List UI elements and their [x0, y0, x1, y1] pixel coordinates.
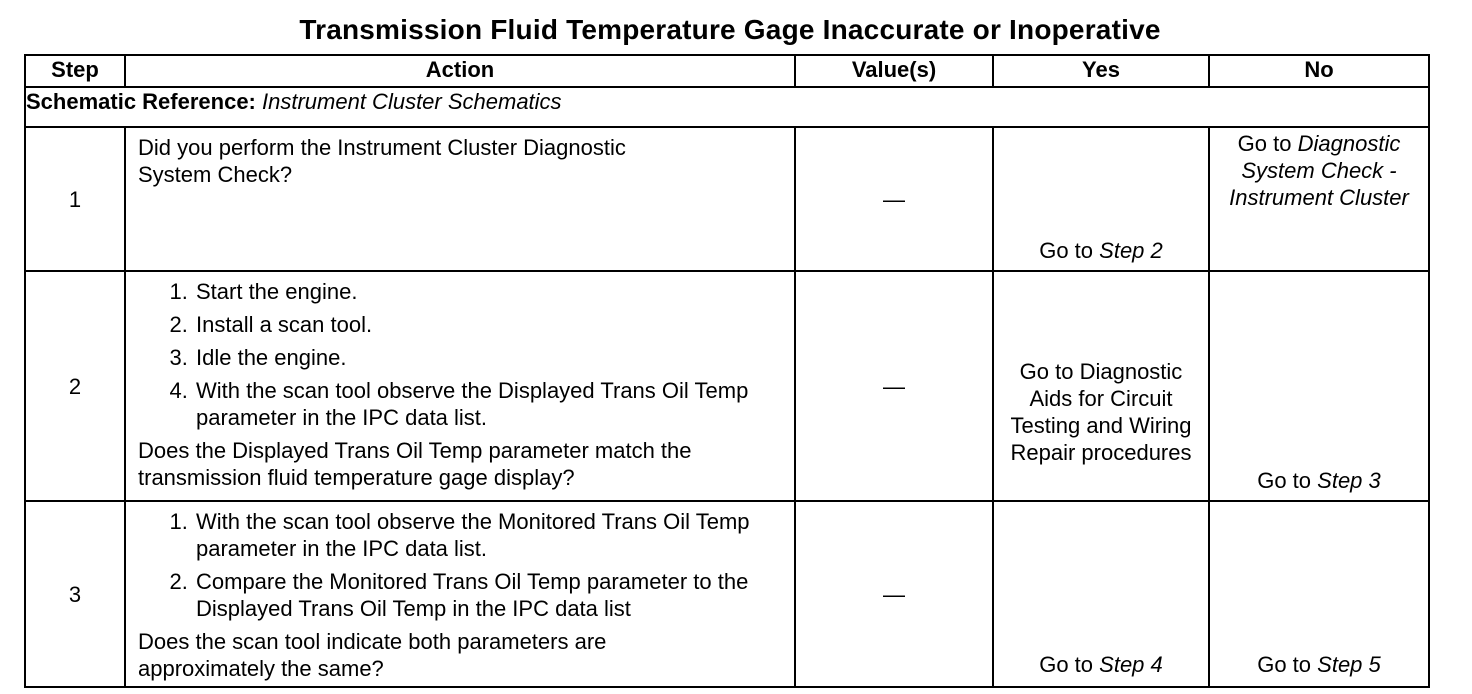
value-cell	[795, 127, 993, 271]
header-row	[25, 55, 1429, 87]
table-row	[25, 271, 1429, 501]
schematic-reference-link[interactable]: Instrument Cluster Schematics	[262, 89, 562, 114]
action-cell	[125, 501, 795, 687]
value-dash: —	[883, 186, 905, 212]
yes-goto-prefix: Go to	[1039, 238, 1094, 263]
schematic-reference	[25, 87, 1429, 127]
header-step: Step	[25, 55, 125, 87]
no-cell	[1209, 271, 1429, 501]
list-item: 1. Start the engine.	[194, 278, 782, 305]
step-question: Does the scan tool indicate both parameters are approximately the same?	[138, 629, 607, 681]
value-cell	[795, 501, 993, 687]
action-steps-list	[138, 278, 782, 431]
list-item: 1. With the scan tool observe the Monitored Trans Oil Temp parameter in the IPC data list.	[194, 508, 782, 562]
table-row	[25, 127, 1429, 271]
list-item: 4. With the scan tool observe the Displayed Trans Oil Temp parameter in the IPC data list.	[194, 377, 782, 431]
no-goto[interactable]	[1210, 651, 1428, 678]
value-dash: —	[883, 373, 905, 399]
no-goto-prefix: Go to	[1237, 131, 1292, 156]
value-cell	[795, 271, 993, 501]
yes-cell	[993, 501, 1209, 687]
no-cell	[1209, 127, 1429, 271]
step-question: Did you perform the Instrument Cluster Diagnostic System Check?	[138, 135, 626, 187]
table-row	[25, 501, 1429, 687]
schematic-reference-label: Schematic Reference:	[26, 89, 256, 114]
no-goto-target: Step 3	[1317, 468, 1381, 493]
schematic-reference-row	[25, 87, 1429, 127]
yes-goto[interactable]	[994, 237, 1208, 264]
header-yes: Yes	[993, 55, 1209, 87]
no-goto-prefix: Go to	[1257, 652, 1312, 677]
no-goto-target: Diagnostic System Check - Instrument Cluster	[1229, 131, 1409, 210]
step-question: Does the Displayed Trans Oil Temp parameter match the transmission fluid temperature gage display?	[138, 438, 692, 490]
yes-goto[interactable]: Go to Diagnostic Aids for Circuit Testing and Wiring Repair procedures	[1010, 359, 1192, 465]
yes-goto-target: Step 4	[1099, 652, 1163, 677]
list-item: 2. Compare the Monitored Trans Oil Temp parameter to the Displayed Trans Oil Temp in the IPC data list	[194, 568, 782, 622]
no-goto-prefix: Go to	[1257, 468, 1312, 493]
step-number: 1	[25, 127, 125, 271]
value-dash: —	[883, 581, 905, 607]
step-number: 2	[25, 271, 125, 501]
yes-goto-prefix: Go to	[1039, 652, 1094, 677]
yes-goto[interactable]	[994, 651, 1208, 678]
no-goto-target: Step 5	[1317, 652, 1381, 677]
yes-cell	[993, 127, 1209, 271]
header-values: Value(s)	[795, 55, 993, 87]
list-item: 2. Install a scan tool.	[194, 311, 782, 338]
yes-goto-target: Step 2	[1099, 238, 1163, 263]
action-cell	[125, 271, 795, 501]
step-number: 3	[25, 501, 125, 687]
action-steps-list	[138, 508, 782, 622]
no-goto[interactable]	[1210, 467, 1428, 494]
header-no: No	[1209, 55, 1429, 87]
list-item: 3. Idle the engine.	[194, 344, 782, 371]
header-action: Action	[125, 55, 795, 87]
diagnostic-table	[24, 54, 1430, 688]
action-cell	[125, 127, 795, 271]
page-title: Transmission Fluid Temperature Gage Inaccurate or Inoperative	[299, 14, 1161, 45]
no-cell	[1209, 501, 1429, 687]
yes-cell	[993, 271, 1209, 501]
no-goto[interactable]	[1210, 128, 1428, 211]
